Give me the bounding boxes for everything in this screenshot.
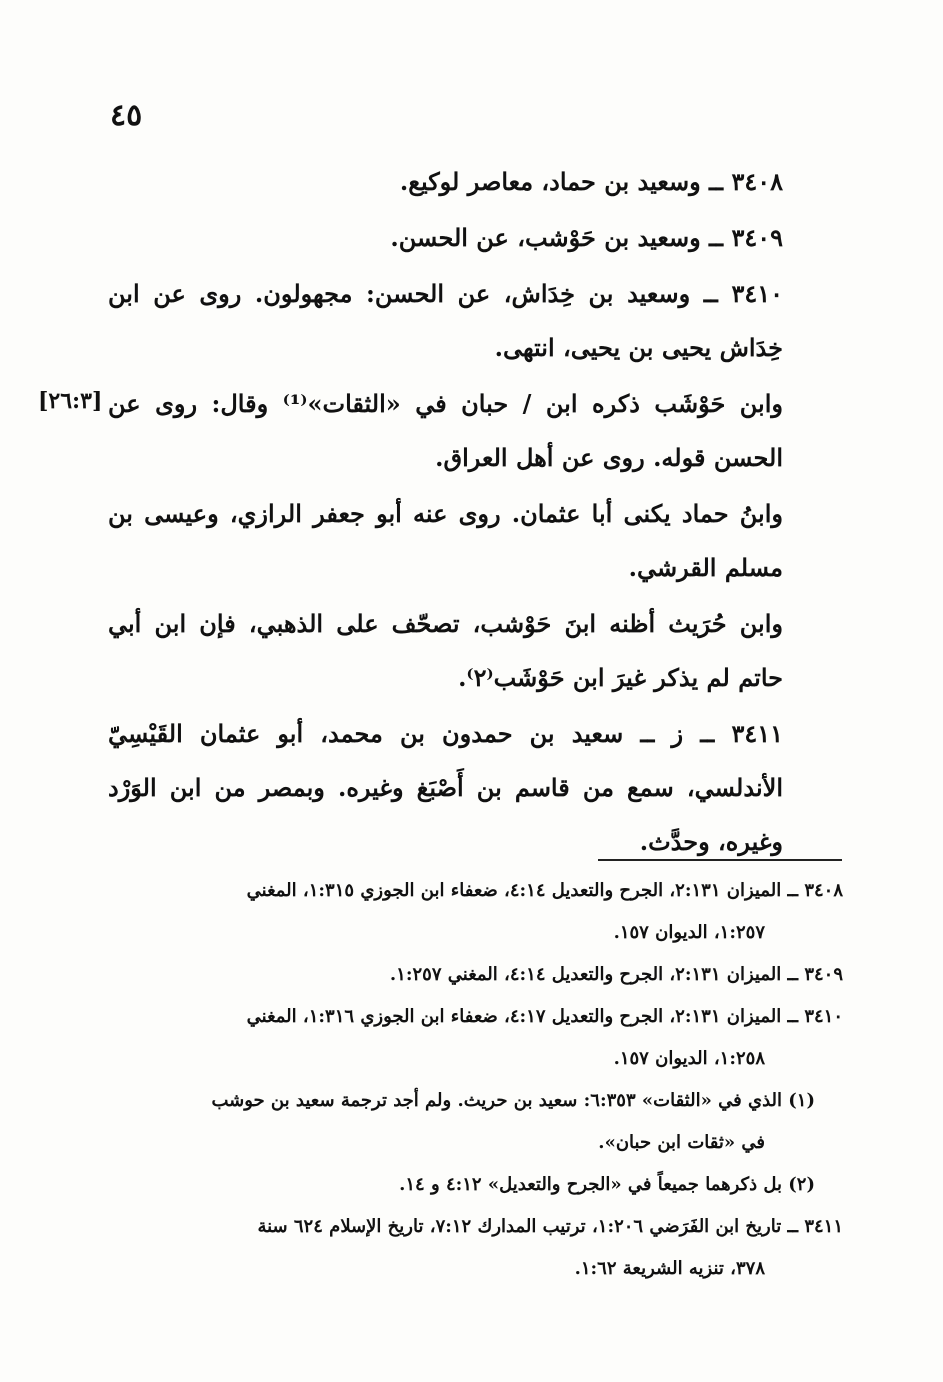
note-2: (٢) بل ذكرهما جميعاً في «الجرح والتعديل» ٤:١٢ و ١٤. <box>399 1174 815 1195</box>
footnote-3411: ٣٤١١ ــ تاريخ ابن الفَرَضي ١:٢٠٦، ترتيب المدارك ٧:١٢، تاريخ الإسلام ٦٢٤ سنة <box>257 1216 843 1237</box>
entry-3408: ٣٤٠٨ ــ وسعيد بن حماد، معاصر لوكيع. <box>399 167 783 196</box>
commentary-hawshab: وابن حَوْشَب ذكره ابن / حبان في «الثقات»⁽¹⁾ وقال: روى عن الحسن قوله. روى عن أهل العراق. <box>108 389 783 472</box>
entry-3409: ٣٤٠٩ ــ وسعيد بن حَوْشب، عن الحسن. <box>390 223 783 252</box>
footnote-divider <box>598 859 842 861</box>
page-number: ٤٥ <box>110 98 143 133</box>
footnote-3411-cont: ٣٧٨، تنزيه الشريعة ١:٦٢. <box>574 1258 765 1279</box>
footnote-3408: ٣٤٠٨ ــ الميزان ٢:١٣١، الجرح والتعديل ٤:١٤، ضعفاء ابن الجوزي ١:٣١٥، المغني <box>246 880 843 901</box>
margin-reference: [٢٦:٣] <box>38 388 103 414</box>
note-1-cont: في «ثقات ابن حبان». <box>598 1132 765 1153</box>
entry-3410: ٣٤١٠ ــ وسعيد بن خِدَاش، عن الحسن: مجهولون. روى عن ابن خِدَاش يحيى بن يحيى، انتهى. <box>108 279 783 362</box>
note-1: (١) الذي في «الثقات» ٦:٣٥٣: سعيد بن حريث. ولم أجد ترجمة سعيد بن حوشب <box>211 1090 815 1111</box>
commentary-hurayth: وابن حُرَيث أظنه ابنَ حَوْشب، تصحّف على الذهبي، فإن ابن أبي حاتم لم يذكر غيرَ ابن حَوْشَب⁽٢⁾. <box>108 609 783 692</box>
commentary-hammad: وابنُ حماد يكنى أبا عثمان. روى عنه أبو جعفر الرازي، وعيسى بن مسلم القرشي. <box>108 499 783 582</box>
footnotes <box>108 872 843 1292</box>
footnote-3408-cont: ١:٢٥٧، الديوان ١٥٧. <box>613 922 765 943</box>
footnote-3410-cont: ١:٢٥٨، الديوان ١٥٧. <box>613 1048 765 1069</box>
entry-3411: ٣٤١١ ــ ز ــ سعيد بن حمدون بن محمد، أبو عثمان القَيْسِيّ الأندلسي، سمع من قاسم بن أَصْبَغ وغيره. وبمصر من ابن الوَرْد وغيره، وحدَّث. <box>108 719 783 856</box>
main-text <box>108 155 843 871</box>
footnote-3410: ٣٤١٠ ــ الميزان ٢:١٣١، الجرح والتعديل ٤:١٧، ضعفاء ابن الجوزي ١:٣١٦، المغني <box>246 1006 843 1027</box>
footnote-3409: ٣٤٠٩ ــ الميزان ٢:١٣١، الجرح والتعديل ٤:١٤، المغني ١:٢٥٧. <box>389 964 843 985</box>
